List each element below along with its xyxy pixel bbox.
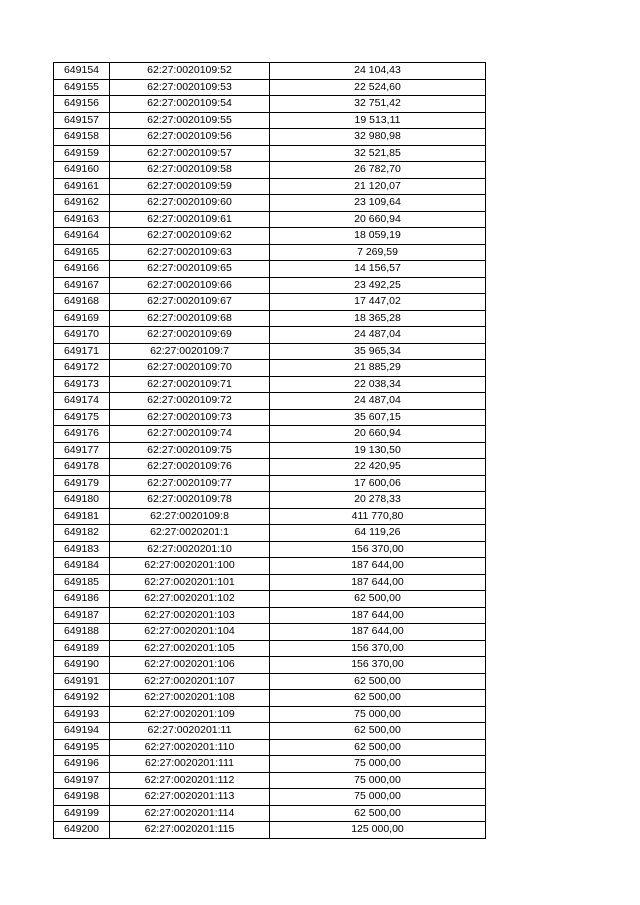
table-row [54, 327, 486, 344]
value-cell: 19 130,50 [270, 442, 486, 459]
table-row [54, 492, 486, 509]
row-number-cell: 649157 [54, 112, 110, 129]
table-row [54, 739, 486, 756]
cadastral-number-cell: 62:27:0020201:112 [110, 772, 270, 789]
value-cell: 20 660,94 [270, 211, 486, 228]
cadastral-number-cell: 62:27:0020201:11 [110, 723, 270, 740]
value-cell: 32 751,42 [270, 96, 486, 113]
row-number-cell: 649170 [54, 327, 110, 344]
value-cell: 23 109,64 [270, 195, 486, 212]
value-cell: 62 500,00 [270, 723, 486, 740]
cadastral-number-cell: 62:27:0020109:57 [110, 145, 270, 162]
value-cell: 7 269,59 [270, 244, 486, 261]
value-cell: 22 038,34 [270, 376, 486, 393]
value-cell: 187 644,00 [270, 558, 486, 575]
cadastral-number-cell: 62:27:0020201:115 [110, 822, 270, 839]
row-number-cell: 649186 [54, 591, 110, 608]
table-row [54, 426, 486, 443]
value-cell: 14 156,57 [270, 261, 486, 278]
table-row [54, 178, 486, 195]
cadastral-number-cell: 62:27:0020109:69 [110, 327, 270, 344]
row-number-cell: 649167 [54, 277, 110, 294]
value-cell: 20 278,33 [270, 492, 486, 509]
cadastral-number-cell: 62:27:0020109:60 [110, 195, 270, 212]
value-cell: 18 059,19 [270, 228, 486, 245]
row-number-cell: 649194 [54, 723, 110, 740]
table-row [54, 261, 486, 278]
row-number-cell: 649181 [54, 508, 110, 525]
cadastral-number-cell: 62:27:0020109:7 [110, 343, 270, 360]
table-row [54, 558, 486, 575]
value-cell: 21 885,29 [270, 360, 486, 377]
table-row [54, 805, 486, 822]
value-cell: 24 487,04 [270, 393, 486, 410]
row-number-cell: 649156 [54, 96, 110, 113]
table-row [54, 112, 486, 129]
table-row [54, 79, 486, 96]
row-number-cell: 649188 [54, 624, 110, 641]
cadastral-number-cell: 62:27:0020201:105 [110, 640, 270, 657]
value-cell: 62 500,00 [270, 739, 486, 756]
value-cell: 62 500,00 [270, 673, 486, 690]
cadastral-number-cell: 62:27:0020109:55 [110, 112, 270, 129]
table-row [54, 723, 486, 740]
table-row [54, 640, 486, 657]
row-number-cell: 649161 [54, 178, 110, 195]
table-row [54, 607, 486, 624]
row-number-cell: 649187 [54, 607, 110, 624]
cadastral-number-cell: 62:27:0020201:106 [110, 657, 270, 674]
table-row [54, 525, 486, 542]
cadastral-number-cell: 62:27:0020201:110 [110, 739, 270, 756]
row-number-cell: 649180 [54, 492, 110, 509]
cadastral-number-cell: 62:27:0020201:109 [110, 706, 270, 723]
value-cell: 19 513,11 [270, 112, 486, 129]
row-number-cell: 649190 [54, 657, 110, 674]
row-number-cell: 649184 [54, 558, 110, 575]
value-cell: 23 492,25 [270, 277, 486, 294]
row-number-cell: 649178 [54, 459, 110, 476]
table-row [54, 756, 486, 773]
value-cell: 24 104,43 [270, 63, 486, 80]
row-number-cell: 649196 [54, 756, 110, 773]
table-row [54, 673, 486, 690]
value-cell: 62 500,00 [270, 805, 486, 822]
table-row [54, 228, 486, 245]
row-number-cell: 649163 [54, 211, 110, 228]
cadastral-number-cell: 62:27:0020201:103 [110, 607, 270, 624]
value-cell: 64 119,26 [270, 525, 486, 542]
cadastral-number-cell: 62:27:0020109:68 [110, 310, 270, 327]
cadastral-number-cell: 62:27:0020201:107 [110, 673, 270, 690]
table-row [54, 789, 486, 806]
cadastral-number-cell: 62:27:0020201:10 [110, 541, 270, 558]
cadastral-number-cell: 62:27:0020109:75 [110, 442, 270, 459]
cadastral-number-cell: 62:27:0020109:63 [110, 244, 270, 261]
table-row [54, 508, 486, 525]
table-row [54, 442, 486, 459]
cadastral-number-cell: 62:27:0020109:62 [110, 228, 270, 245]
row-number-cell: 649177 [54, 442, 110, 459]
table-row [54, 657, 486, 674]
value-cell: 17 600,06 [270, 475, 486, 492]
table-row [54, 294, 486, 311]
table-row [54, 310, 486, 327]
cadastral-number-cell: 62:27:0020109:58 [110, 162, 270, 179]
table-row [54, 63, 486, 80]
value-cell: 17 447,02 [270, 294, 486, 311]
cadastral-number-cell: 62:27:0020109:54 [110, 96, 270, 113]
value-cell: 32 980,98 [270, 129, 486, 146]
value-cell: 156 370,00 [270, 657, 486, 674]
row-number-cell: 649155 [54, 79, 110, 96]
cadastral-number-cell: 62:27:0020109:72 [110, 393, 270, 410]
value-cell: 411 770,80 [270, 508, 486, 525]
row-number-cell: 649193 [54, 706, 110, 723]
value-cell: 35 607,15 [270, 409, 486, 426]
row-number-cell: 649197 [54, 772, 110, 789]
table-row [54, 574, 486, 591]
table-row [54, 706, 486, 723]
table-row [54, 162, 486, 179]
row-number-cell: 649185 [54, 574, 110, 591]
value-cell: 20 660,94 [270, 426, 486, 443]
table-row [54, 409, 486, 426]
value-cell: 22 420,95 [270, 459, 486, 476]
value-cell: 32 521,85 [270, 145, 486, 162]
value-cell: 22 524,60 [270, 79, 486, 96]
cadastral-number-cell: 62:27:0020109:71 [110, 376, 270, 393]
value-cell: 62 500,00 [270, 690, 486, 707]
row-number-cell: 649179 [54, 475, 110, 492]
table-row [54, 459, 486, 476]
row-number-cell: 649164 [54, 228, 110, 245]
cadastral-number-cell: 62:27:0020109:76 [110, 459, 270, 476]
table-row [54, 541, 486, 558]
table-row [54, 129, 486, 146]
table-row [54, 244, 486, 261]
row-number-cell: 649154 [54, 63, 110, 80]
row-number-cell: 649195 [54, 739, 110, 756]
row-number-cell: 649159 [54, 145, 110, 162]
row-number-cell: 649165 [54, 244, 110, 261]
value-cell: 187 644,00 [270, 624, 486, 641]
table-row [54, 624, 486, 641]
value-cell: 125 000,00 [270, 822, 486, 839]
cadastral-number-cell: 62:27:0020201:114 [110, 805, 270, 822]
cadastral-number-cell: 62:27:0020201:113 [110, 789, 270, 806]
row-number-cell: 649166 [54, 261, 110, 278]
value-cell: 26 782,70 [270, 162, 486, 179]
table-row [54, 822, 486, 839]
cadastral-number-cell: 62:27:0020109:52 [110, 63, 270, 80]
value-cell: 75 000,00 [270, 789, 486, 806]
cadastral-number-cell: 62:27:0020109:74 [110, 426, 270, 443]
table-row [54, 376, 486, 393]
row-number-cell: 649198 [54, 789, 110, 806]
cadastral-number-cell: 62:27:0020201:1 [110, 525, 270, 542]
value-cell: 62 500,00 [270, 591, 486, 608]
table-row [54, 277, 486, 294]
cadastral-number-cell: 62:27:0020109:65 [110, 261, 270, 278]
data-table [53, 62, 486, 839]
table-row [54, 360, 486, 377]
row-number-cell: 649162 [54, 195, 110, 212]
row-number-cell: 649168 [54, 294, 110, 311]
row-number-cell: 649171 [54, 343, 110, 360]
table-row [54, 591, 486, 608]
table-row [54, 475, 486, 492]
row-number-cell: 649172 [54, 360, 110, 377]
row-number-cell: 649176 [54, 426, 110, 443]
cadastral-number-cell: 62:27:0020109:70 [110, 360, 270, 377]
row-number-cell: 649189 [54, 640, 110, 657]
cadastral-number-cell: 62:27:0020201:104 [110, 624, 270, 641]
row-number-cell: 649175 [54, 409, 110, 426]
cadastral-number-cell: 62:27:0020201:111 [110, 756, 270, 773]
value-cell: 24 487,04 [270, 327, 486, 344]
value-cell: 187 644,00 [270, 607, 486, 624]
value-cell: 187 644,00 [270, 574, 486, 591]
value-cell: 75 000,00 [270, 706, 486, 723]
cadastral-number-cell: 62:27:0020201:108 [110, 690, 270, 707]
row-number-cell: 649192 [54, 690, 110, 707]
cadastral-number-cell: 62:27:0020109:8 [110, 508, 270, 525]
cadastral-number-cell: 62:27:0020109:56 [110, 129, 270, 146]
cadastral-number-cell: 62:27:0020109:77 [110, 475, 270, 492]
cadastral-number-cell: 62:27:0020109:78 [110, 492, 270, 509]
row-number-cell: 649160 [54, 162, 110, 179]
row-number-cell: 649183 [54, 541, 110, 558]
table-row [54, 393, 486, 410]
cadastral-number-cell: 62:27:0020109:73 [110, 409, 270, 426]
cadastral-number-cell: 62:27:0020109:61 [110, 211, 270, 228]
row-number-cell: 649169 [54, 310, 110, 327]
table-body [54, 63, 486, 839]
cadastral-number-cell: 62:27:0020109:66 [110, 277, 270, 294]
table-row [54, 96, 486, 113]
table-row [54, 211, 486, 228]
cadastral-number-cell: 62:27:0020109:53 [110, 79, 270, 96]
value-cell: 18 365,28 [270, 310, 486, 327]
row-number-cell: 649200 [54, 822, 110, 839]
table-row [54, 343, 486, 360]
value-cell: 75 000,00 [270, 772, 486, 789]
table-row [54, 145, 486, 162]
value-cell: 75 000,00 [270, 756, 486, 773]
table-row [54, 772, 486, 789]
value-cell: 35 965,34 [270, 343, 486, 360]
cadastral-number-cell: 62:27:0020201:101 [110, 574, 270, 591]
row-number-cell: 649173 [54, 376, 110, 393]
row-number-cell: 649174 [54, 393, 110, 410]
row-number-cell: 649158 [54, 129, 110, 146]
cadastral-number-cell: 62:27:0020201:102 [110, 591, 270, 608]
row-number-cell: 649199 [54, 805, 110, 822]
row-number-cell: 649191 [54, 673, 110, 690]
row-number-cell: 649182 [54, 525, 110, 542]
value-cell: 156 370,00 [270, 541, 486, 558]
cadastral-number-cell: 62:27:0020109:59 [110, 178, 270, 195]
cadastral-number-cell: 62:27:0020109:67 [110, 294, 270, 311]
value-cell: 21 120,07 [270, 178, 486, 195]
value-cell: 156 370,00 [270, 640, 486, 657]
table-row [54, 195, 486, 212]
cadastral-number-cell: 62:27:0020201:100 [110, 558, 270, 575]
table-row [54, 690, 486, 707]
